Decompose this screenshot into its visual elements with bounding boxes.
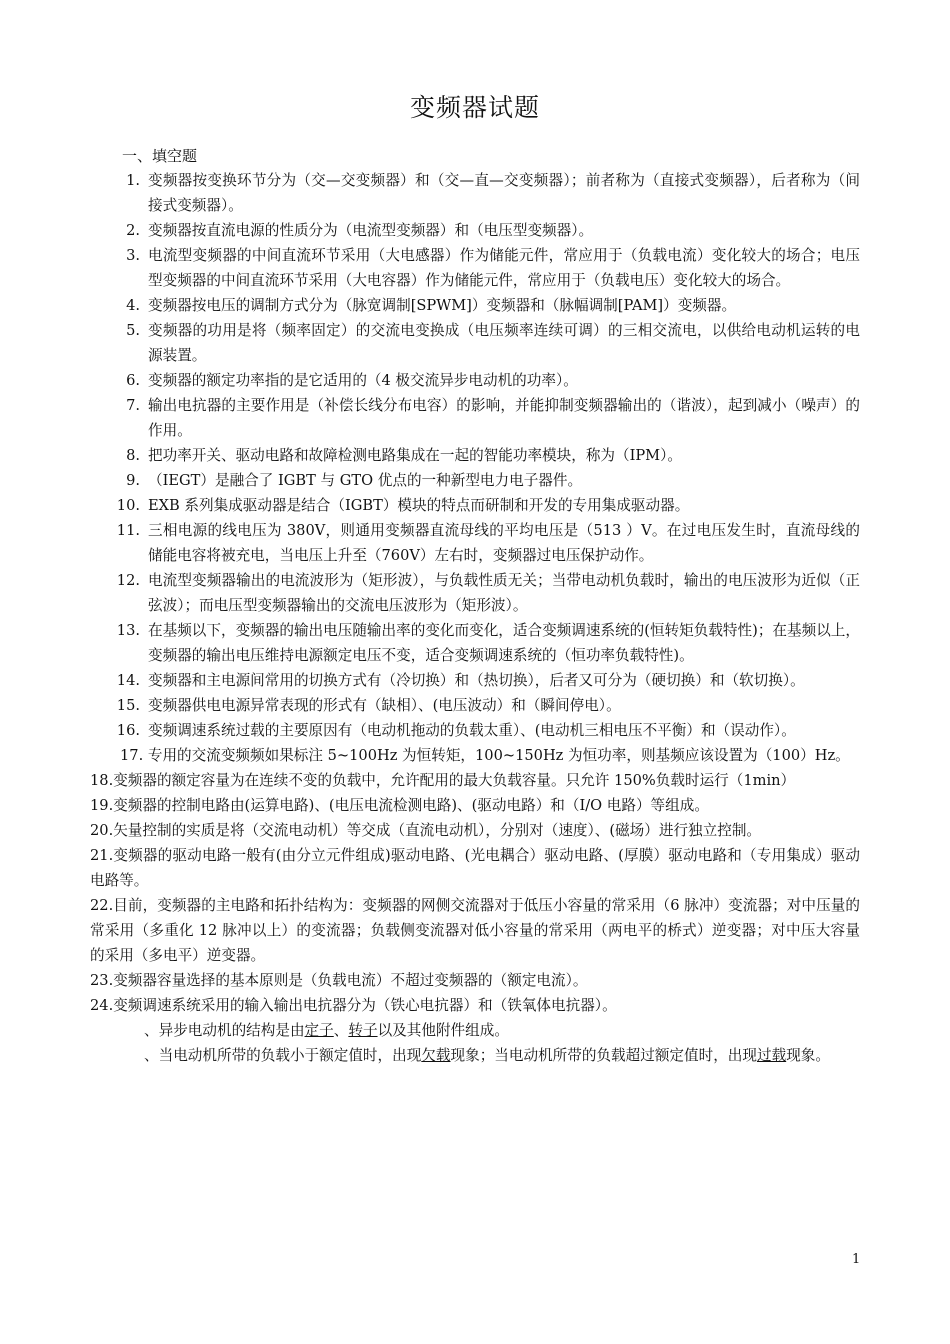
list-item bbox=[90, 618, 860, 668]
item-number: 2. bbox=[126, 222, 140, 239]
item-number: 6. bbox=[126, 372, 140, 389]
page-number: 1 bbox=[852, 1252, 861, 1267]
item-text: 在基频以下，变频器的输出电压随输出率的变化而变化，适合变频调速系统的(恒转矩负载特性)；在基频以上，变频器的输出电压维持电源额定电压不变，适合变频调速系统的（恒功率负载特性)。 bbox=[148, 622, 860, 664]
list-item bbox=[90, 243, 860, 293]
item-number: 3. bbox=[126, 247, 140, 264]
list-item bbox=[90, 218, 860, 243]
list-item-26 bbox=[90, 1043, 860, 1068]
item-number: 10. bbox=[116, 497, 140, 514]
item-26-underline-1: 欠载 bbox=[421, 1047, 451, 1064]
item-26-text-c: 现象。 bbox=[786, 1047, 830, 1064]
list-item-19: 19.变频器的控制电路由(运算电路)、(电压电流检测电路)、(驱动电路）和（I/O 电路）等组成。 bbox=[90, 797, 709, 814]
list-item bbox=[90, 718, 860, 743]
item-text: 变频器供电电源异常表现的形式有（缺相）、(电压波动）和（瞬间停电）。 bbox=[148, 697, 621, 714]
list-item-21: 21.变频器的驱动电路一般有(由分立元件组成)驱动电路、(光电耦合）驱动电路、(厚膜）驱动电路和（专用集成）驱动电路等。 bbox=[90, 847, 860, 889]
item-text: 电流型变频器的中间直流环节采用（大电感器）作为储能元件，常应用于（负载电流）变化较大的场合；电压型变频器的中间直流环节采用（大电容器）作为储能元件，常应用于（负载电压）变化较大的场合。 bbox=[148, 247, 860, 289]
list-item bbox=[90, 168, 860, 218]
item-26-text-a: 、当电动机所带的负载小于额定值时，出现 bbox=[144, 1047, 422, 1064]
list-item bbox=[90, 368, 860, 393]
list-item bbox=[90, 443, 860, 468]
item-text: 变频器的功用是将（频率固定）的交流电变换成（电压频率连续可调）的三相交流电，以供给电动机运转的电源装置。 bbox=[148, 322, 860, 364]
list-item bbox=[90, 518, 860, 568]
item-number: 5. bbox=[126, 322, 140, 339]
item-number: 9. bbox=[126, 472, 140, 489]
list-item bbox=[90, 468, 860, 493]
list-item-18: 18.变频器的额定容量为在连续不变的负载中，允许配用的最大负载容量。只允许 150%负载时运行（1min） bbox=[90, 772, 796, 789]
item-text: 变频器按电压的调制方式分为（脉宽调制[SPWM]）变频器和（脉幅调制[PAM]）变频器。 bbox=[148, 297, 737, 314]
list-item bbox=[90, 668, 860, 693]
item-text: 三相电源的线电压为 380V，则通用变频器直流母线的平均电压是（513 ）V。在过电压发生时，直流母线的储能电容将被充电，当电压上升至（760V）左右时，变频器过电压保护动作。 bbox=[148, 522, 860, 564]
item-text: （IEGT）是融合了 IGBT 与 GTO 优点的一种新型电力电子器件。 bbox=[148, 472, 583, 489]
list-item bbox=[90, 293, 860, 318]
item-number: 16. bbox=[116, 722, 140, 739]
item-number: 12. bbox=[116, 572, 140, 589]
item-text: 变频器和主电源间常用的切换方式有（冷切换）和（热切换），后者又可分为（硬切换）和（软切换）。 bbox=[148, 672, 805, 689]
item-text: EXB 系列集成驱动器是结合（IGBT）模块的特点而研制和开发的专用集成驱动器。 bbox=[148, 497, 690, 514]
list-item-17: 17. 专用的交流变频频如果标注 5~100Hz 为恒转矩，100~150Hz 为恒功率，则基频应该设置为（100）Hz。 bbox=[120, 747, 850, 764]
item-25-text-a: 、异步电动机的结构是由 bbox=[144, 1022, 305, 1039]
item-26-underline-2: 过载 bbox=[756, 1047, 787, 1064]
item-25-underline-2: 转子 bbox=[348, 1022, 378, 1039]
item-25-underline-1: 定子 bbox=[304, 1022, 334, 1039]
item-number: 11. bbox=[116, 522, 140, 539]
item-text: 把功率开关、驱动电路和故障检测电路集成在一起的智能功率模块，称为（IPM）。 bbox=[148, 447, 683, 464]
item-number: 4. bbox=[126, 297, 140, 314]
list-item bbox=[90, 568, 860, 618]
item-text: 变频器按变换环节分为（交—交变频器）和（交—直—交变频器）；前者称为（直接式变频器），后者称为（间接式变频器）。 bbox=[148, 172, 860, 214]
list-item-20: 20.矢量控制的实质是将（交流电动机）等交成（直流电动机），分别对（速度）、(磁场）进行独立控制。 bbox=[90, 822, 762, 839]
list-item-25 bbox=[90, 1018, 860, 1043]
item-number: 15. bbox=[116, 697, 140, 714]
item-26-text-b: 现象；当电动机所带的负载超过额定值时，出现 bbox=[450, 1047, 757, 1064]
item-25-text-c: 以及其他附件组成。 bbox=[377, 1022, 509, 1039]
list-item bbox=[90, 493, 860, 518]
item-number: 7. bbox=[126, 397, 140, 414]
item-text: 变频器的额定功率指的是它适用的（4 极交流异步电动机的功率）。 bbox=[148, 372, 578, 389]
list-item-23: 23.变频器容量选择的基本原则是（负载电流）不超过变频器的（额定电流）。 bbox=[90, 972, 588, 989]
item-number: 14. bbox=[116, 672, 140, 689]
numbered-items bbox=[90, 168, 860, 743]
list-item-22: 22.目前，变频器的主电路和拓扑结构为：变频器的网侧交流器对于低压小容量的常采用（6 脉冲）变流器；对中压量的常采用（多重化 12 脉冲以上）的变流器；负载侧变流器对低小容量的常采用（两电平的桥式）逆变器；对中压大容量的采用（多电平）逆变器。 bbox=[90, 897, 860, 964]
item-text: 电流型变频器输出的电流波形为（矩形波），与负载性质无关；当带电动机负载时，输出的电压波形为近似（正弦波）；而电压型变频器输出的交流电压波形为（矩形波）。 bbox=[148, 572, 860, 614]
item-number: 13. bbox=[116, 622, 140, 639]
item-text: 输出电抗器的主要作用是（补偿长线分布电容）的影响，并能抑制变频器输出的（谐波），起到减小（噪声）的作用。 bbox=[148, 397, 860, 439]
item-25-text-b: 、 bbox=[333, 1022, 349, 1039]
list-item bbox=[90, 393, 860, 443]
page-title: 变频器试题 bbox=[409, 93, 540, 122]
item-number: 8. bbox=[126, 447, 140, 464]
list-item bbox=[90, 318, 860, 368]
question-list bbox=[90, 168, 860, 1068]
item-text: 变频器按直流电源的性质分为（电流型变频器）和（电压型变频器）。 bbox=[148, 222, 594, 239]
item-text: 变频调速系统过载的主要原因有（电动机拖动的负载太重）、(电动机三相电压不平衡）和（误动作）。 bbox=[148, 722, 796, 739]
list-item-24: 24.变频调速系统采用的输入输出电抗器分为（铁心电抗器）和（铁氧体电抗器）。 bbox=[90, 997, 617, 1014]
item-number: 1. bbox=[126, 172, 140, 189]
section-heading: 一、填空题 bbox=[122, 147, 198, 165]
list-item bbox=[90, 693, 860, 718]
